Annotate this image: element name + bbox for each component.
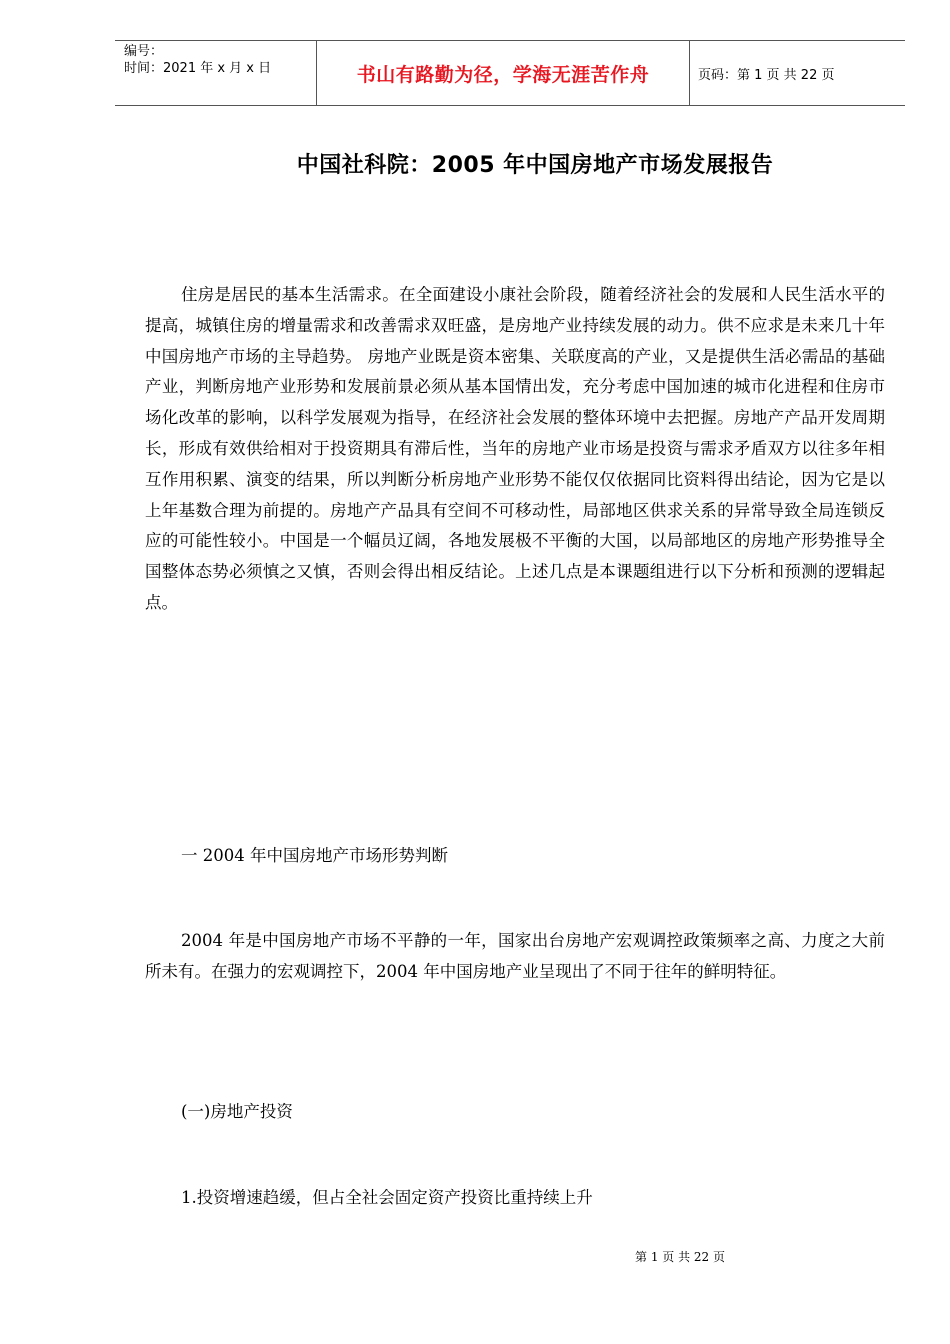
point-1-heading: 1.投资增速趋缓，但占全社会固定资产投资比重持续上升 — [181, 1188, 593, 1207]
document-title: 中国社科院：2005 年中国房地产市场发展报告 — [296, 153, 774, 178]
header-page-label: 页码：第 1 页 共 22 页 — [698, 67, 835, 83]
intro-paragraph: 住房是居民的基本生活需求。在全面建设小康社会阶段，随着经济社会的发展和人民生活水平的提高，城镇住房的增量需求和改善需求双旺盛，是房地产业持续发展的动力。供不应求是未来几十年中国房地产市场的主导趋势。 房地产业既是资本密集、关联度高的产业，又是提供生活必需品的基础产业，判断房地产业形势和发展前景必须从基本国情出发，充分考虑中国加速的城市化进程和住房市场化改革的影响，以科学发展观为指导，在经济社会发展的整体环境中去把握。房地产产品开发周期长，形成有效供给相对于投资期具有滞后性，当年的房地产业市场是投资与需求矛盾双方以往多年相互作用积累、演变的结果，所以判断分析房地产业形势不能仅仅依据同比资料得出结论，因为它是以上年基数合理为前提的。房地产产品具有空间不可移动性，局部地区供求关系的异常导致全局连锁反应的可能性较小。中国是一个幅员辽阔，各地发展极不平衡的大国，以局部地区的房地产形势推导全国整体态势必须慎之又慎，否则会得出相反结论。上述几点是本课题组进行以下分析和预测的逻辑起点。 — [145, 285, 885, 612]
time-label: 时间：2021 年 x 月 x 日 — [124, 61, 272, 76]
section-1-heading: 一 2004 年中国房地产市场形势判断 — [181, 846, 448, 865]
header-motto: 书山有路勤为径，学海无涯苦作舟 — [317, 41, 690, 105]
header-meta — [115, 41, 317, 105]
number-label: 编号： — [124, 44, 164, 59]
page-footer: 第 1 页 共 22 页 — [635, 1250, 725, 1264]
section-1-paragraph: 2004 年是中国房地产市场不平静的一年，国家出台房地产宏观调控政策频率之高、力度之大前所未有。在强力的宏观调控下，2004 年中国房地产业呈现出了不同于往年的鲜明特征。 — [145, 931, 885, 981]
subsection-heading: (一)房地产投资 — [181, 1102, 293, 1121]
page-header — [115, 40, 905, 106]
